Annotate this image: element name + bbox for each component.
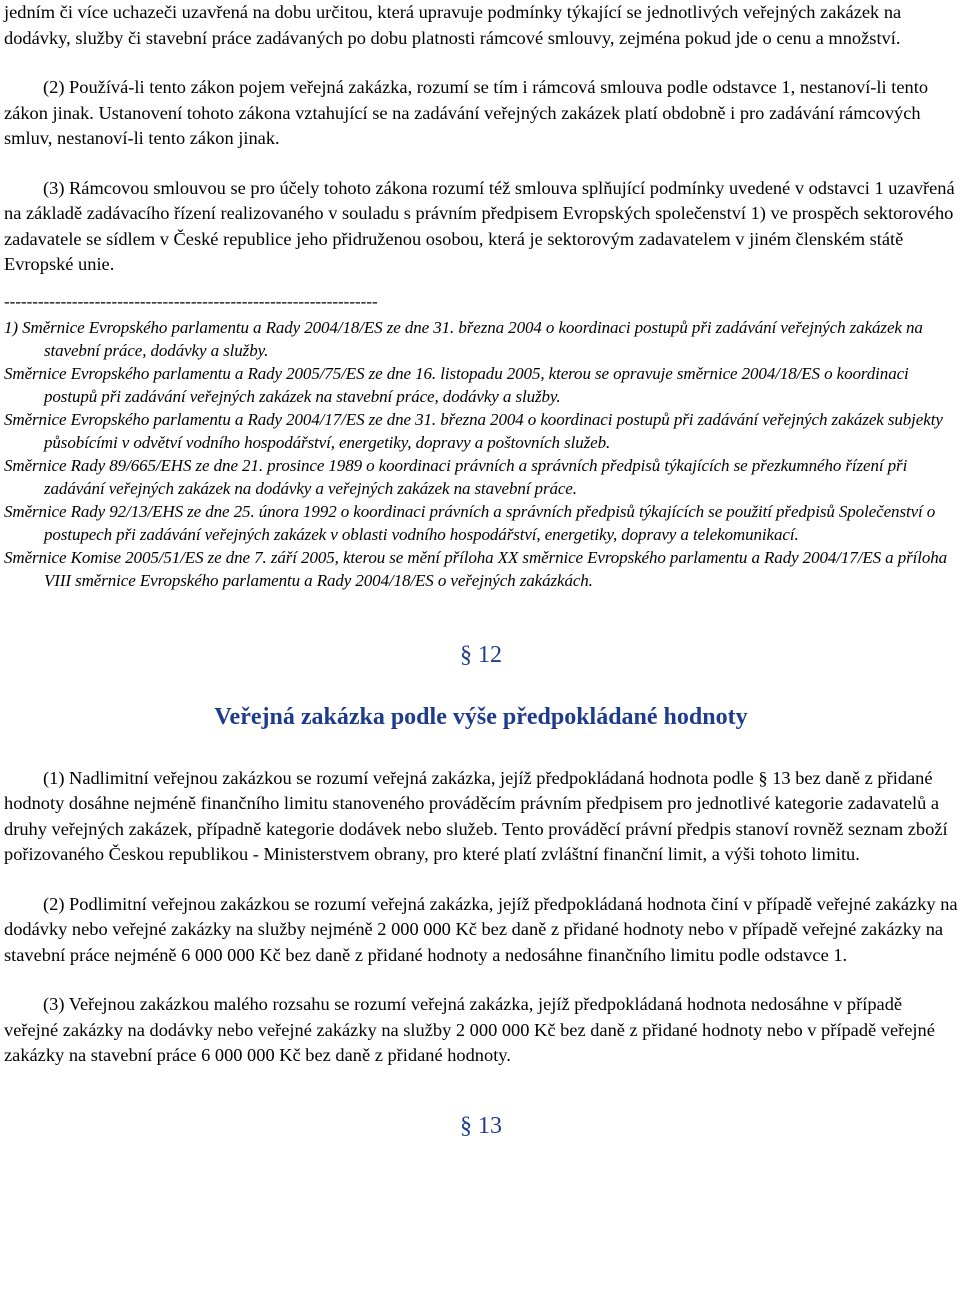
footnote-item: 1) Směrnice Evropského parlamentu a Rady 2004/18/ES ze dne 31. března 2004 o koordinaci postupů při zadávání veřejných zakázek na stavební práce, dodávky a služby. (4, 317, 923, 360)
section-12-mark: § 12 (460, 641, 502, 668)
footnote-item: Směrnice Evropského parlamentu a Rady 2004/17/ES ze dne 31. března 2004 o koordinaci postupů při zadávání veřejných zakázek subjekty působícími v odvětví vodního hospodářství, energetiky, dopravy a poštovních služeb. (4, 409, 943, 452)
footnote-item: Směrnice Rady 89/665/EHS ze dne 21. prosince 1989 o koordinaci právních a správních předpisů týkajících se přezkumného řízení při zadávání veřejných zakázek na dodávky a veřejných zakázek na stavební práce. (4, 455, 908, 498)
section-12-paragraph-2: (2) Podlimitní veřejnou zakázkou se rozumí veřejná zakázka, jejíž předpokládaná hodnota činí v případě veřejné zakázky na dodávky nebo veřejné zakázky na služby nejméně 2 000 000 Kč bez daně z přidané hodnoty nebo v případě veřejné zakázky na stavební práce nejméně 6 000 000 Kč bez daně z přidané hodnoty a nedosáhne finančního limitu podle odstavce 1. (4, 893, 958, 965)
section-12-paragraph-3: (3) Veřejnou zakázkou malého rozsahu se rozumí veřejná zakázka, jejíž předpokládaná hodnota nedosáhne v případě veřejné zakázky na dodávky nebo veřejné zakázky na služby 2 000 000 Kč bez daně z přidané hodnoty nebo v případě veřejné zakázky na stavební práce 6 000 000 Kč bez daně z přidané hodnoty. (4, 994, 935, 1065)
document-page (4, 0, 958, 1141)
paragraph-3: (3) Rámcovou smlouvou se pro účely tohoto zákona rozumí též smlouva splňující podmínky uvedené v odstavci 1 uzavřená na základě zadávacího řízení realizovaného v souladu s právním předpisem Evropských společenství 1) ve prospěch sektorového zadavatele se sídlem v České republice jeho přidruženou osobou, která je sektorovým zadavatelem v jiném členském státě Evropské unie. (4, 177, 955, 274)
footnote-item: Směrnice Komise 2005/51/ES ze dne 7. září 2005, kterou se mění příloha XX směrnice Evropského parlamentu a Rady 2004/17/ES a příloha VIII směrnice Evropského parlamentu a Rady 2004/18/ES o veřejných zakázkách. (4, 547, 948, 590)
section-12-title: Veřejná zakázka podle výše předpokládané hodnoty (214, 703, 748, 730)
footnote-separator: ------------------------------------------------------------------ (4, 291, 378, 311)
intro-continuation: jedním či více uchazeči uzavřená na dobu určitou, která upravuje podmínky týkající se jednotlivých veřejných zakázek na dodávky, služby či stavební práce zadávaných po dobu platnosti rámcové smlouvy, zejména pokud jde o cenu a množství. (4, 2, 902, 48)
footnotes (4, 316, 958, 592)
footnote-item: Směrnice Rady 92/13/EHS ze dne 25. února 1992 o koordinaci právních a správních předpisů týkajících se použití předpisů Společenství o postupech při zadávání veřejných zakázek v oblasti vodního hospodářství, energetiky, dopravy a telekomunikací. (4, 501, 936, 544)
section-12-paragraph-1: (1) Nadlimitní veřejnou zakázkou se rozumí veřejná zakázka, jejíž předpokládaná hodnota podle § 13 bez daně z přidané hodnoty dosáhne nejméně finančního limitu stanoveného prováděcím právním předpisem pro jednotlivé kategorie zadavatelů a druhy veřejných zakázek, případně kategorie dodávek nebo služeb. Tento prováděcí právní předpis stanoví rovněž seznam zboží pořizovaného Českou republikou - Ministerstvem obrany, pro které platí zvláštní finanční limit, a výši tohoto limitu. (4, 767, 948, 864)
section-13-mark: § 13 (460, 1112, 502, 1139)
footnote-item: Směrnice Evropského parlamentu a Rady 2005/75/ES ze dne 16. listopadu 2005, kterou se opravuje směrnice 2004/18/ES o koordinaci postupů při zadávání veřejných zakázek na stavební práce, dodávky a služby. (4, 363, 909, 406)
paragraph-2: (2) Používá-li tento zákon pojem veřejná zakázka, rozumí se tím i rámcová smlouva podle odstavce 1, nestanoví-li tento zákon jinak. Ustanovení tohoto zákona vztahující se na zadávání veřejných zakázek platí obdobně i pro zadávání rámcových smluv, nestanoví-li tento zákon jinak. (4, 77, 929, 148)
